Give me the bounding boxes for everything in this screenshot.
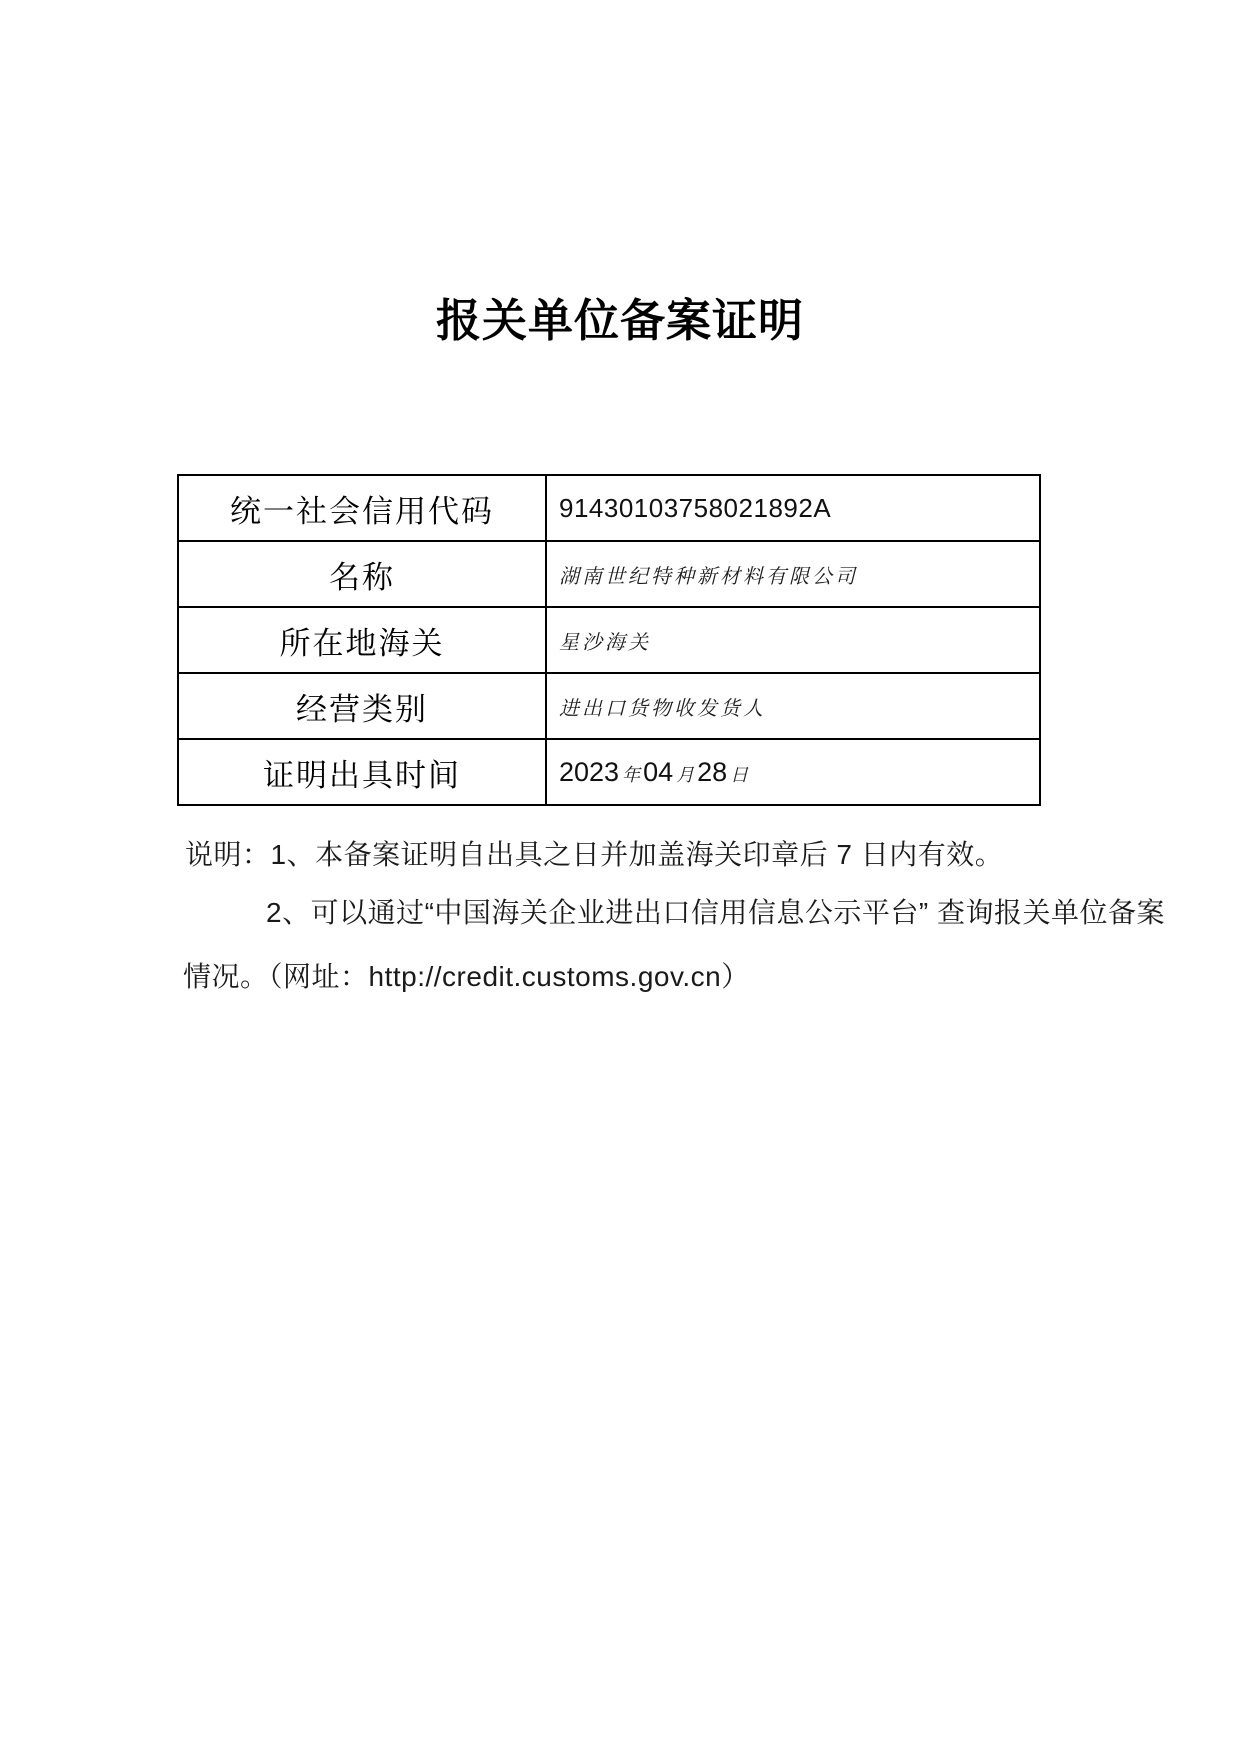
customs-location-cell xyxy=(546,607,1040,673)
customs-location-value: 星沙海关 xyxy=(559,631,651,654)
company-name-cell xyxy=(546,541,1040,607)
table-row-customs-location xyxy=(178,607,1040,673)
issue-date-year: 2023 xyxy=(559,756,620,787)
registration-table xyxy=(177,474,1041,806)
issue-date-day-unit: 日 xyxy=(730,764,749,785)
credit-code-value: 91430103758021892A xyxy=(559,492,832,523)
note-line-2: 2、可以通过“中国海关企业进出口信用信息公示平台” 查询报关单位备案 xyxy=(266,897,1166,928)
table-row-issue-date xyxy=(178,739,1040,805)
table-row-business-category xyxy=(178,673,1040,739)
credit-code-label: 统一社会信用代码 xyxy=(178,475,546,541)
table-row-company-name xyxy=(178,541,1040,607)
business-category-value: 进出口货物收发货人 xyxy=(559,697,766,720)
note-line-1: 说明：1、本备案证明自出具之日并加盖海关印章后 7 日内有效。 xyxy=(185,839,1004,870)
business-category-cell xyxy=(546,673,1040,739)
issue-date-month-unit: 月 xyxy=(676,764,695,785)
company-name-value: 湖南世纪特种新材料有限公司 xyxy=(559,565,858,588)
credit-code-cell xyxy=(546,475,1040,541)
issue-date-label: 证明出具时间 xyxy=(178,739,546,805)
note-line-3: 情况。（网址：http://credit.customs.gov.cn） xyxy=(183,961,750,992)
issue-date-cell xyxy=(546,739,1040,805)
business-category-label: 经营类别 xyxy=(178,673,546,739)
customs-location-label: 所在地海关 xyxy=(178,607,546,673)
issue-date-month: 04 xyxy=(643,756,674,787)
issue-date-year-unit: 年 xyxy=(622,764,641,785)
issue-date-day: 28 xyxy=(697,756,728,787)
table-row-credit-code xyxy=(178,475,1040,541)
issue-date-value xyxy=(559,756,751,787)
certificate-title: 报关单位备案证明 xyxy=(435,295,804,346)
company-name-label: 名称 xyxy=(178,541,546,607)
